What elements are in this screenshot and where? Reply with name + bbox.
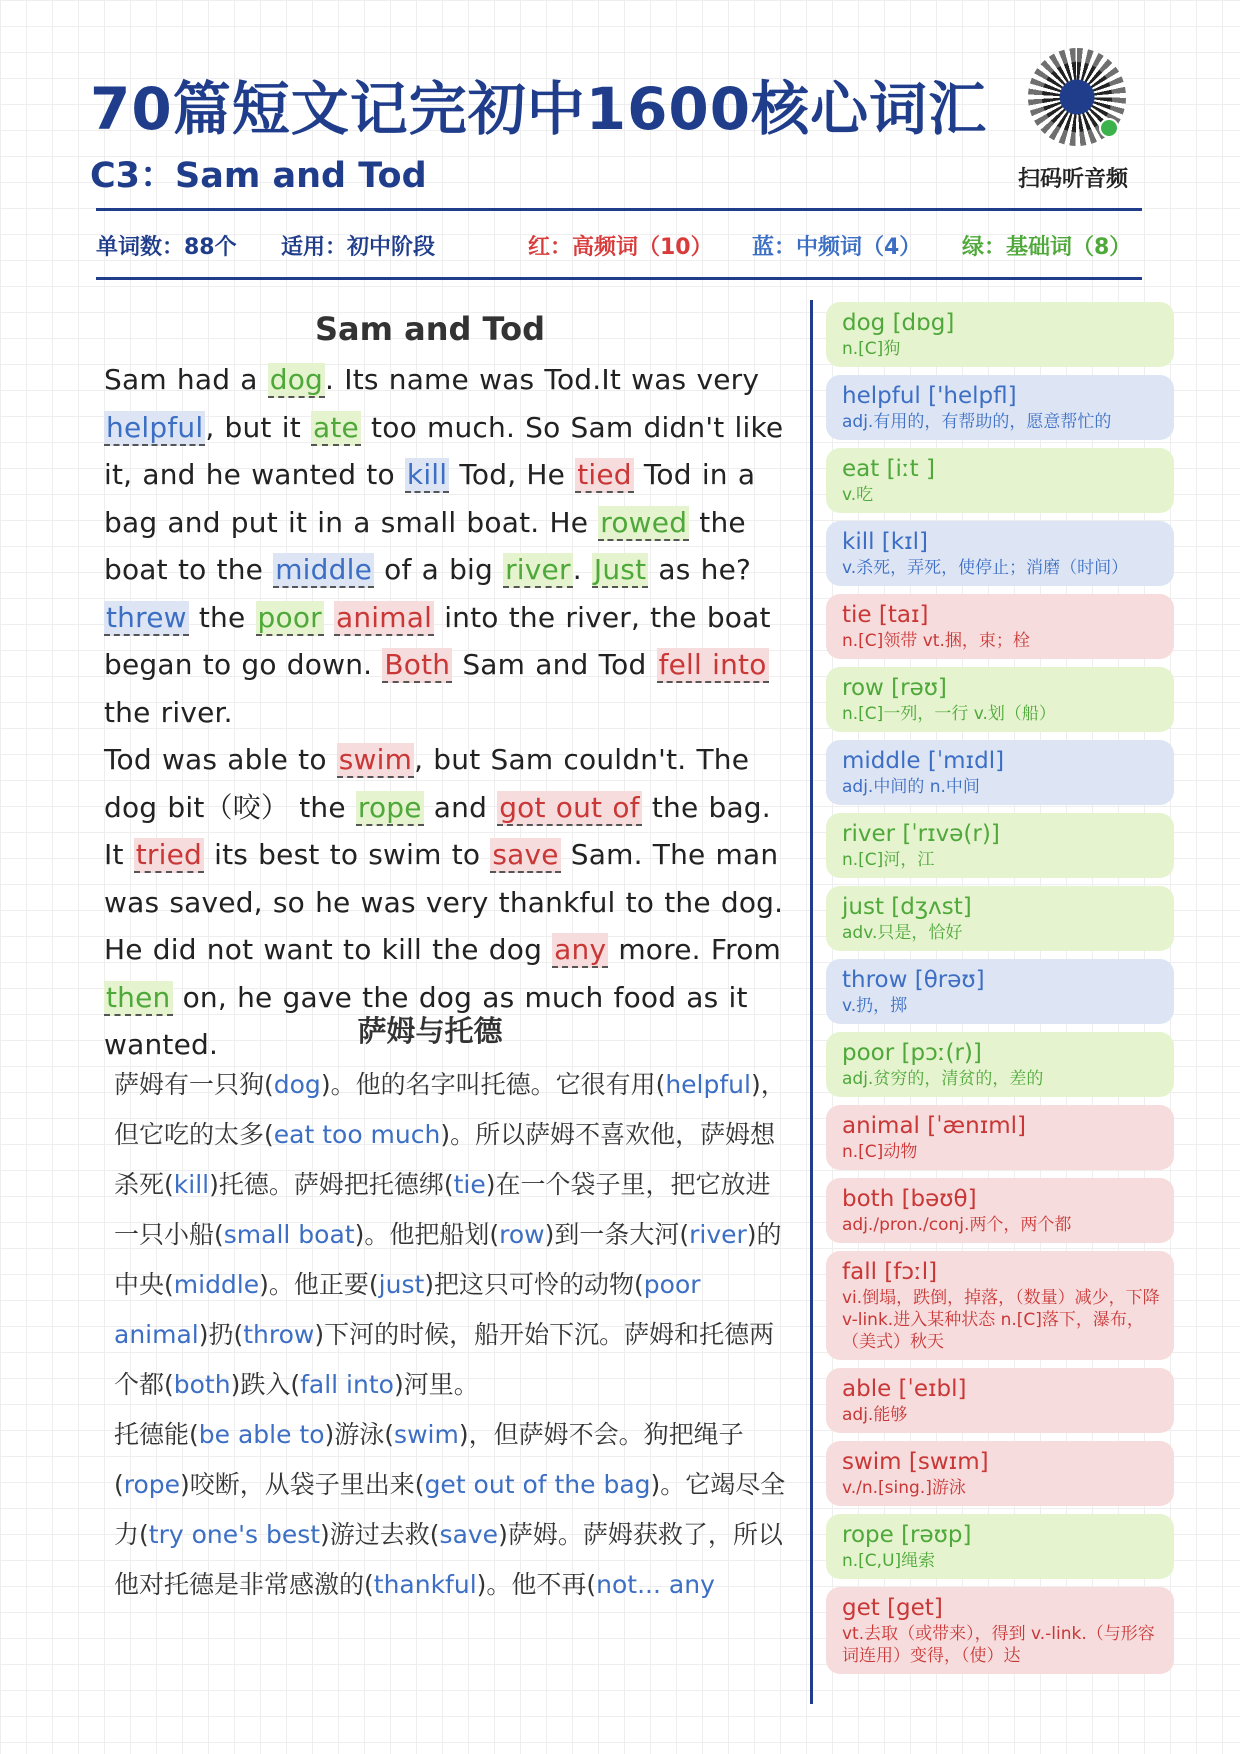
vocab-definition: n.[C]一列，一行 v.划（船） <box>842 704 1056 724</box>
passage-text: the boat to the <box>104 505 746 586</box>
vocab-definition: n.[C]河，江 <box>842 850 935 870</box>
chinese-title: 萨姆与托德 <box>357 1014 503 1048</box>
chinese-paragraph <box>82 1410 790 1610</box>
vocab-word: eat [iːt ] <box>842 456 935 482</box>
vocab-word: fall [fɔːl] <box>842 1259 938 1285</box>
translation-text: )萨姆。萨姆获救了，所以他对托德是非常感激的( <box>114 1520 783 1599</box>
passage-text: . <box>572 553 592 586</box>
translation-vocab: poor animal <box>114 1270 701 1349</box>
translation-vocab: row <box>499 1220 545 1249</box>
vocab-card[interactable] <box>826 959 1174 1024</box>
vocab-word: rope [rəʊp] <box>842 1522 972 1548</box>
translation-vocab: just <box>378 1270 425 1299</box>
passage-text: , but it <box>205 410 311 444</box>
vocab-card[interactable] <box>826 1368 1174 1433</box>
vocab-highlight[interactable]: tried <box>135 838 203 871</box>
translation-text: )扔( <box>198 1320 244 1349</box>
column-divider <box>810 300 813 1704</box>
vocab-word: animal [ˈænɪml] <box>842 1113 1027 1139</box>
vocab-highlight[interactable]: Just <box>593 553 647 586</box>
passage-text: too much. So Sam didn't like it, and he wanted to <box>104 410 784 491</box>
translation-text: )跌入( <box>230 1370 301 1399</box>
passage-text: the bag. It <box>104 790 771 871</box>
vocab-word: river [ˈrɪvə(r)] <box>842 821 1000 847</box>
vocab-highlight[interactable]: threw <box>106 600 187 634</box>
translation-text: )下河的时候，船开始下沉。萨姆和托德两个都( <box>114 1320 775 1399</box>
vocab-definition: v.吃 <box>842 485 874 505</box>
translation-text: )河里。 <box>393 1370 479 1399</box>
vocab-word: tie [taɪ] <box>842 602 929 628</box>
vocab-definition: n.[C]领带 vt.捆，束；栓 <box>842 631 1030 651</box>
vocab-card[interactable] <box>826 521 1174 586</box>
vocab-card[interactable] <box>826 1251 1174 1360</box>
passage-text: the <box>188 600 256 634</box>
chinese-passage <box>82 1060 790 1610</box>
passage-text: more. From <box>608 933 782 966</box>
passage-text: Tod, He <box>449 458 576 491</box>
vocab-definition: adj./pron./conj.两个，两个都 <box>842 1215 1072 1235</box>
vocab-definition: n.[C]动物 <box>842 1142 918 1162</box>
chinese-paragraph <box>82 1060 790 1410</box>
english-passage <box>74 356 794 1069</box>
vocab-definition: adj.有用的，有帮助的，愿意帮忙的 <box>842 412 1112 432</box>
translation-text: )咬断，从袋子里出来( <box>180 1470 425 1499</box>
translation-text: )游过去救( <box>320 1520 440 1549</box>
qr-label: 扫码听音频 <box>1018 167 1129 192</box>
vocab-highlight[interactable]: kill <box>406 458 448 491</box>
level-label: 适用：初中阶段 <box>281 235 436 260</box>
vocab-word: get [get] <box>842 1595 943 1621</box>
vocab-card[interactable] <box>826 1105 1174 1170</box>
vocab-card[interactable] <box>826 1441 1174 1506</box>
vocab-word: row [rəʊ] <box>842 675 947 701</box>
passage-text: . Its name was Tod.It was very <box>325 363 760 396</box>
divider-bottom <box>96 277 1142 280</box>
vocab-card[interactable] <box>826 740 1174 805</box>
passage-text: of a big <box>374 553 504 586</box>
vocab-highlight[interactable]: dog <box>269 363 324 396</box>
vocab-highlight[interactable]: middle <box>275 553 373 586</box>
word-count: 单词数：88个 <box>96 235 237 260</box>
legend-green: 绿：基础词（8） <box>962 235 1132 260</box>
passage-text: into the river, the boat began to go down. <box>104 600 771 681</box>
vocab-card[interactable] <box>826 448 1174 513</box>
vocab-highlight[interactable]: rowed <box>600 505 688 539</box>
translation-vocab: both <box>173 1370 231 1399</box>
translation-vocab: throw <box>243 1320 315 1349</box>
vocab-card[interactable] <box>826 1587 1174 1674</box>
translation-vocab: rope <box>123 1470 181 1499</box>
vocab-card[interactable] <box>826 375 1174 440</box>
translation-text: )把这只可怜的动物( <box>424 1270 644 1299</box>
translation-vocab: save <box>439 1520 499 1549</box>
translation-text: 萨姆有一只狗( <box>114 1070 274 1099</box>
vocab-highlight[interactable]: swim <box>338 743 413 776</box>
vocab-word: middle [ˈmɪdl] <box>842 748 1005 774</box>
vocab-highlight[interactable]: then <box>106 980 171 1014</box>
passage-text: and <box>423 790 498 824</box>
passage-text: on, he gave the dog as much food as it wanted. <box>104 980 748 1061</box>
vocab-highlight[interactable]: tied <box>577 458 632 491</box>
vocab-word: throw [θrəʊ] <box>842 967 985 993</box>
vocab-card[interactable] <box>826 886 1174 951</box>
vocab-card[interactable] <box>826 1514 1174 1579</box>
vocab-highlight[interactable]: Both <box>384 648 451 681</box>
passage-text: Tod was able to <box>104 743 337 776</box>
vocab-word: swim [swɪm] <box>842 1449 989 1475</box>
lesson-subtitle: C3：Sam and Tod <box>90 156 427 196</box>
page-title: 70篇短文记完初中1600核心词汇 <box>90 75 988 143</box>
vocab-word: able [ˈeɪbl] <box>842 1376 967 1402</box>
translation-vocab: not... any <box>596 1570 715 1599</box>
translation-text: )，但它吃的太多( <box>114 1070 786 1149</box>
vocab-definition: n.[C,U]绳索 <box>842 1551 936 1571</box>
translation-text: )。他的名字叫托德。它很有用( <box>320 1070 666 1099</box>
vocab-word: dog [dɒg] <box>842 310 955 336</box>
translation-vocab: middle <box>173 1270 260 1299</box>
vocab-word: kill [kɪl] <box>842 529 929 555</box>
translation-vocab: get out of the bag <box>424 1470 651 1499</box>
vocab-highlight[interactable]: helpful <box>106 410 204 444</box>
translation-vocab: kill <box>173 1170 210 1199</box>
vocab-word: poor [pɔː(r)] <box>842 1040 982 1066</box>
vocab-card[interactable] <box>826 813 1174 878</box>
vocab-definition: adv.只是，恰好 <box>842 923 963 943</box>
vocab-definition: vt.去取（或带来），得到 v.-link.（与形容词连用）变得，（使）达 <box>842 1624 1155 1666</box>
translation-text: )的中央( <box>114 1220 782 1299</box>
passage-text: Sam had a <box>104 363 268 396</box>
translation-text: )。他把船划( <box>354 1220 500 1249</box>
vocab-highlight[interactable]: poor <box>257 600 322 634</box>
english-title: Sam and Tod <box>314 310 545 348</box>
vocab-card[interactable] <box>826 594 1174 659</box>
wechat-icon <box>1099 118 1119 138</box>
passage-text <box>324 601 334 634</box>
vocab-definition: v./n.[sing.]游泳 <box>842 1478 966 1498</box>
vocab-highlight[interactable]: river <box>505 553 571 586</box>
vocab-definition: v.扔，掷 <box>842 996 908 1016</box>
translation-text: )。它竭尽全力( <box>114 1470 786 1549</box>
vocab-card[interactable] <box>826 667 1174 732</box>
translation-vocab: eat too much <box>273 1120 441 1149</box>
translation-vocab: tie <box>453 1170 486 1199</box>
vocab-card[interactable] <box>826 1032 1174 1097</box>
translation-text: )托德。萨姆把托德绑( <box>209 1170 454 1199</box>
vocab-definition: adj.中间的 n.中间 <box>842 777 980 797</box>
vocab-highlight[interactable]: rope <box>357 790 422 824</box>
english-paragraph <box>74 356 794 736</box>
translation-vocab: try one's best <box>148 1520 321 1549</box>
vocab-highlight[interactable]: animal <box>335 600 433 634</box>
vocab-word: just [dʒʌst] <box>842 894 972 920</box>
vocab-highlight[interactable]: fell into <box>658 648 767 681</box>
vocab-highlight[interactable]: any <box>554 933 607 966</box>
translation-vocab: small boat <box>223 1220 355 1249</box>
translation-vocab: be able to <box>198 1420 325 1449</box>
vocab-word: both [bəʊθ] <box>842 1186 977 1212</box>
translation-vocab: helpful <box>665 1070 751 1099</box>
translation-text: )，但萨姆不会。狗把绳子( <box>114 1420 744 1499</box>
vocab-definition: adj.能够 <box>842 1405 908 1425</box>
passage-text: Sam. The man was saved, so he was very thankful to the dog. He did not want to kill the dog <box>104 838 784 966</box>
vocab-definition: v.杀死，弄死，使停止；消磨（时间） <box>842 558 1129 578</box>
translation-text: )到一条大河( <box>544 1220 690 1249</box>
passage-text: Sam and Tod <box>452 648 657 681</box>
vocab-card[interactable] <box>826 1178 1174 1243</box>
passage-text: Tod in a bag and put it in a small boat. He <box>104 458 756 539</box>
vocab-highlight[interactable]: save <box>492 838 559 871</box>
vocab-word: helpful ['helpfl] <box>842 383 1017 409</box>
translation-text: )。他不再( <box>476 1570 597 1599</box>
passage-text: , but Sam couldn't. The dog bit（咬） the <box>104 743 750 824</box>
translation-text: )。所以萨姆不喜欢他，萨姆想杀死( <box>114 1120 776 1199</box>
translation-vocab: thankful <box>373 1570 477 1599</box>
translation-text: )游泳( <box>324 1420 395 1449</box>
legend-red: 红：高频词（10） <box>528 235 713 260</box>
passage-text: the river. <box>104 695 233 729</box>
vocab-highlight[interactable]: ate <box>312 410 359 444</box>
translation-text: )在一个袋子里，把它放进一只小船( <box>114 1170 771 1249</box>
translation-vocab: dog <box>273 1070 321 1099</box>
divider-top <box>96 208 1142 211</box>
passage-text: its best to swim to <box>204 838 491 871</box>
vocab-definition: vi.倒塌，跌倒，掉落，（数量）减少，下降 v-link.进入某种状态 n.[C]落下，瀑布，（美式）秋天 <box>842 1288 1160 1352</box>
vocab-definition: n.[C]狗 <box>842 339 901 359</box>
translation-text: )。他正要( <box>259 1270 379 1299</box>
vocab-definition: adj.贫穷的，清贫的，差的 <box>842 1069 1044 1089</box>
translation-vocab: swim <box>394 1420 459 1449</box>
passage-text: as he? <box>648 553 752 586</box>
translation-text: 托德能( <box>114 1420 199 1449</box>
translation-vocab: river <box>689 1220 747 1249</box>
vocab-card[interactable] <box>826 302 1174 367</box>
legend-blue: 蓝：中频词（4） <box>752 235 922 260</box>
translation-vocab: fall into <box>300 1370 394 1399</box>
vocab-highlight[interactable]: got out of <box>499 790 640 824</box>
vocab-list <box>826 302 1174 1682</box>
